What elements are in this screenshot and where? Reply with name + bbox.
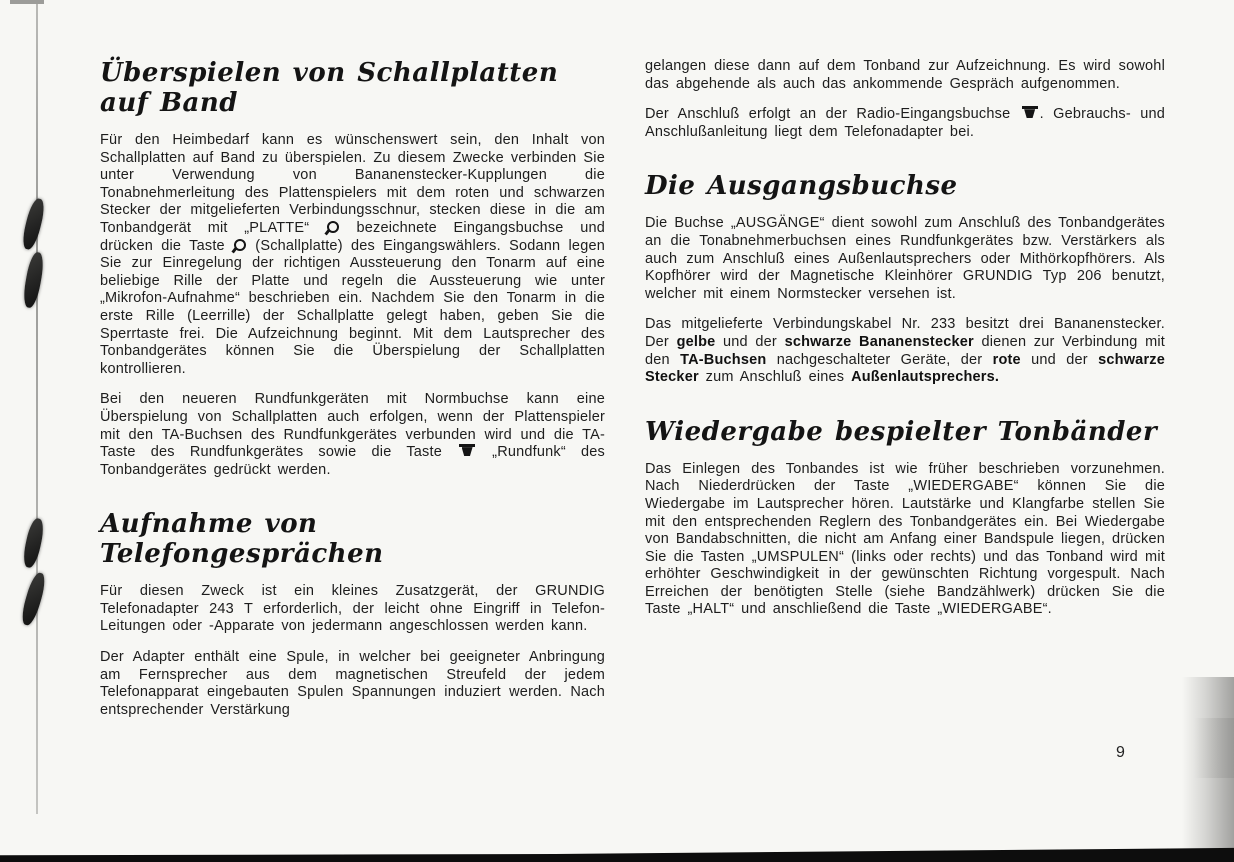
binding-ink-mark bbox=[21, 251, 45, 309]
bold-term: rote bbox=[992, 351, 1021, 368]
phono-symbol-icon bbox=[234, 239, 246, 251]
scan-bottom-bar bbox=[0, 846, 1234, 862]
phono-symbol-icon bbox=[327, 221, 339, 233]
radio-symbol-icon bbox=[1022, 106, 1038, 119]
paragraph: Der Anschluß erfolgt an der Radio-Eingangsbuchse . Gebrauchs- und Anschlußanleitung liegt dem Telefonadapter bei. bbox=[645, 106, 1165, 140]
radio-symbol-icon bbox=[459, 444, 475, 457]
section-heading: Überspielen von Schallplatten auf Band bbox=[100, 58, 559, 118]
paragraph: Der Adapter enthält eine Spule, in welcher bei geeigneter Anbringung am Fernsprecher aus dem magnetischen Streufeld der jedem Telefonapparat eingebauten Spulen Spannungen induziert werden. Nach entsprechender Verstärkung bbox=[100, 649, 605, 718]
paragraph: Das mitgelieferte Verbindungskabel Nr. 233 besitzt drei Bananenstecker. Der gelbe und der schwarze Bananenstecker dienen zur Verbindung mit den TA-Buchsen nachgeschalteter Geräte, der rote und der schwarze Stecker zum Anschluß eines Außenlautsprechers. bbox=[645, 316, 1166, 386]
paragraph: Für diesen Zweck ist ein kleines Zusatzgerät, der GRUNDIG Telefonadapter 243 T erforderlich, der leicht ohne Eingriff in Telefon-Leitungen oder -Apparate von jedermann angeschlossen werden kann. bbox=[100, 583, 605, 635]
section-heading: Wiedergabe bespielter Tonbänder bbox=[645, 416, 1158, 447]
left-column bbox=[100, 58, 605, 732]
right-column bbox=[645, 58, 1165, 632]
binding-ink-mark bbox=[20, 197, 47, 251]
section-heading: Die Ausgangsbuchse bbox=[645, 171, 958, 202]
bold-term: gelbe bbox=[676, 333, 716, 350]
binding-ink-mark bbox=[21, 517, 46, 569]
scan-edge-shadow bbox=[1182, 677, 1234, 852]
scan-edge-mark bbox=[10, 0, 44, 4]
bold-term: TA-Buchsen bbox=[680, 351, 767, 368]
bold-term: schwarze Stecker bbox=[645, 351, 1165, 386]
paragraph: Das Einlegen des Tonbandes ist wie früher beschrieben vorzunehmen. Nach Niederdrücken der Taste „WIEDERGABE“ können Sie die Wiedergabe im Lautsprecher hören. Lautstärke und Klangfarbe stellen Sie mit den entsprechenden Reglern des Tonbandgerätes ein. Bei Wiedergabe von Bandabschnitten, die nicht am Anfang einer Bandspule liegen, drücken Sie die Tasten „UMSPULEN“ (links oder rechts) und das Tonband wird mit erhöhter Geschwindigkeit in der gewünschten Richtung vorgespult. Nach Erreichen der benötigten Stelle (siehe Bandzählwerk) drücken Sie die Taste „HALT“ und anschließend die Taste „WIEDERGABE“. bbox=[645, 460, 1165, 618]
bold-term: schwarze Bananenstecker bbox=[784, 333, 974, 350]
binding-ink-mark bbox=[19, 571, 48, 627]
page-number: 9 bbox=[1116, 744, 1125, 761]
paragraph: Die Buchse „AUSGÄNGE“ dient sowohl zum Anschluß des Tonbandgerätes an die Tonabnehmerbuchsen eines Rundfunkgerätes bzw. Verstärkers als auch zum Anschluß eines Außenlautsprechers oder Mithörkopfhörers. Als Kopfhörer wird der Magnetische Kleinhörer GRUNDIG Typ 206 benutzt, welcher mit einem Normstecker versehen ist. bbox=[645, 215, 1165, 302]
paragraph: gelangen diese dann auf dem Tonband zur Aufzeichnung. Es wird sowohl das abgehende als auch das ankommende Gespräch aufgenommen. bbox=[645, 58, 1165, 92]
paragraph: Für den Heimbedarf kann es wünschenswert sein, den Inhalt von Schallplatten auf Band zu überspielen. Zu diesem Zwecke verbinden Sie unter Verwendung von Bananenstecker-Kupplungen die Tonabnehmerleitung des Plattenspielers mit dem roten und schwarzen Stecker der mitgelieferten Verbindungsschnur, stecken diese in die am Tonbandgerät mit „PLATTE“ bezeichnete Eingangsbuchse und drücken die Taste (Schallplatte) des Eingangswählers. Sodann legen Sie zur Einregelung der richtigen Aussteuerung den Tonarm auf eine beliebige Rille der Platte und regeln die Aussteuerung wie unter „Mikrofon-Aufnahme“ beschrieben ein. Nachdem Sie den Tonarm in die erste Rille (Leerrille) der Schallplatte gelegt haben, geben Sie die Sperrtaste frei. Die Aufzeichnung beginnt. Mit dem Lautsprecher des Tonbandgerätes können Sie die Überspielung der Schallplatten kontrollieren. bbox=[100, 132, 605, 377]
spine-line bbox=[36, 0, 38, 814]
paragraph: Bei den neueren Rundfunkgeräten mit Normbuchse kann eine Überspielung von Schallplatten auch erfolgen, wenn der Plattenspieler mit den TA-Buchsen des Rundfunkgerätes verbunden wird und die TA-Taste des Rundfunkgerätes sowie die Taste „Rundfunk“ des Tonbandgerätes gedrückt werden. bbox=[100, 391, 605, 478]
section-heading: Aufnahme von Telefongesprächen bbox=[100, 509, 384, 570]
bold-term: Außenlautsprechers. bbox=[851, 369, 1000, 386]
